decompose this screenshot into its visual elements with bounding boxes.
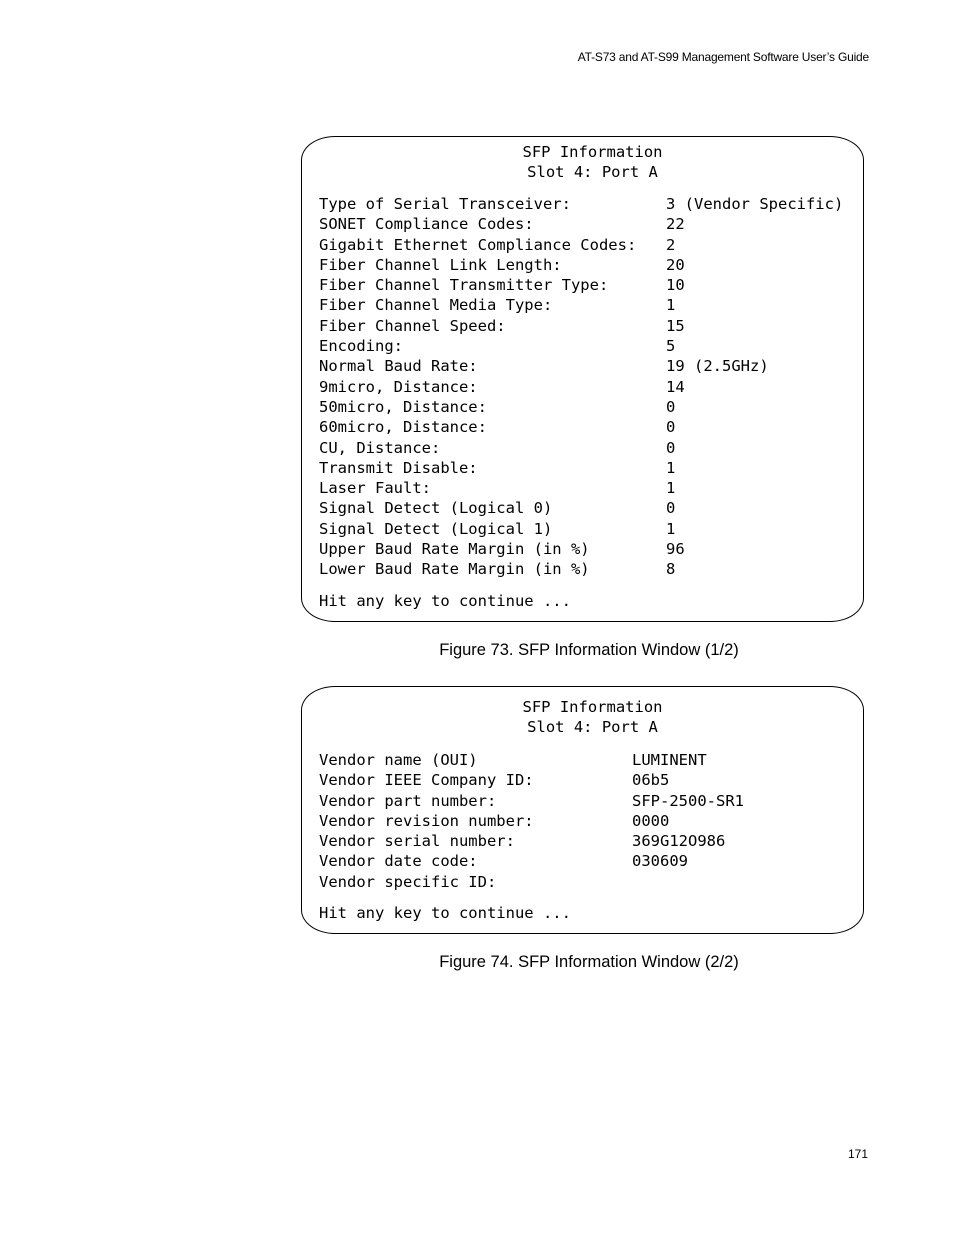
field-row [319, 336, 863, 356]
field-value: 2 [666, 235, 676, 254]
field-row [319, 377, 863, 397]
window-title: SFP Information [522, 143, 663, 161]
field-row [319, 851, 863, 871]
field-value: 0 [666, 418, 676, 437]
field-label: Vendor specific ID: [319, 872, 497, 891]
sfp-information-window-1 [301, 136, 864, 622]
field-value: 030609 [632, 852, 688, 871]
field-value: 8 [666, 560, 676, 579]
field-value: 1 [666, 458, 676, 477]
field-label: Lower Baud Rate Margin (in %) [319, 560, 590, 579]
field-label: Type of Serial Transceiver: [319, 195, 571, 213]
field-label: Normal Baud Rate: [319, 357, 478, 376]
field-row [319, 750, 863, 770]
continue-prompt: Hit any key to continue ... [319, 592, 571, 610]
field-label: Signal Detect (Logical 1) [319, 519, 553, 538]
field-row [319, 255, 863, 275]
field-row [319, 316, 863, 336]
field-value: 22 [666, 215, 685, 234]
figure-caption: Figure 73. SFP Information Window (1/2) [439, 641, 739, 659]
field-value: 15 [666, 316, 685, 335]
field-row [319, 417, 863, 437]
window-subtitle: Slot 4: Port A [527, 163, 658, 182]
continue-prompt: Hit any key to continue ... [319, 904, 571, 922]
field-label: Upper Baud Rate Margin (in %) [319, 540, 590, 559]
field-row [319, 831, 863, 851]
field-row [319, 811, 863, 831]
field-list [319, 750, 863, 892]
field-label: Encoding: [319, 337, 403, 356]
field-label: Vendor name (OUI) [319, 751, 478, 769]
field-row [319, 214, 863, 234]
field-label: 9micro, Distance: [319, 377, 478, 396]
page-number: 171 [847, 1147, 868, 1161]
field-value: 3 (Vendor Specific) [666, 195, 844, 213]
field-label: 60micro, Distance: [319, 418, 487, 437]
field-row [319, 539, 863, 559]
field-label: Fiber Channel Media Type: [319, 296, 553, 315]
field-label: Vendor revision number: [319, 811, 534, 830]
field-row [319, 438, 863, 458]
field-value: 96 [666, 540, 685, 559]
window-header [312, 142, 873, 183]
field-value: 369G12O986 [632, 832, 726, 851]
field-value: 1 [666, 296, 676, 315]
field-row [319, 791, 863, 811]
field-value: LUMINENT [632, 751, 707, 769]
field-label: Fiber Channel Speed: [319, 316, 506, 335]
field-value: 20 [666, 255, 685, 274]
field-row [319, 295, 863, 315]
field-row [319, 559, 863, 579]
field-row [319, 275, 863, 295]
field-label: Fiber Channel Link Length: [319, 255, 562, 274]
sfp-information-window-2 [301, 686, 864, 934]
field-label: Vendor IEEE Company ID: [319, 771, 534, 790]
field-label: Transmit Disable: [319, 458, 478, 477]
field-value: 0 [666, 438, 676, 457]
field-label: Gigabit Ethernet Compliance Codes: [319, 235, 637, 254]
field-row [319, 458, 863, 478]
field-value: 0 [666, 397, 676, 416]
field-row [319, 498, 863, 518]
field-value: 10 [666, 276, 685, 295]
field-label: Vendor part number: [319, 791, 497, 810]
field-label: Vendor serial number: [319, 832, 515, 851]
field-row [319, 770, 863, 790]
field-label: CU, Distance: [319, 438, 441, 457]
field-row [319, 397, 863, 417]
window-title: SFP Information [522, 698, 663, 716]
field-value: 0 [666, 499, 676, 518]
field-label: SONET Compliance Codes: [319, 215, 534, 234]
window-subtitle: Slot 4: Port A [527, 718, 658, 737]
field-row [319, 519, 863, 539]
running-header: AT-S73 and AT-S99 Management Software User’s Guide [577, 50, 869, 64]
figure-caption: Figure 74. SFP Information Window (2/2) [439, 953, 739, 971]
field-label: Vendor date code: [319, 852, 478, 871]
field-label: Fiber Channel Transmitter Type: [319, 276, 609, 295]
field-value: SFP-2500-SR1 [632, 791, 744, 810]
window-header [312, 697, 873, 738]
field-value: 1 [666, 479, 676, 498]
field-label: 50micro, Distance: [319, 397, 487, 416]
field-row [319, 478, 863, 498]
field-label: Signal Detect (Logical 0) [319, 499, 553, 518]
field-value: 06b5 [632, 771, 670, 790]
field-value: 5 [666, 337, 676, 356]
field-value: 14 [666, 377, 685, 396]
field-value: 1 [666, 519, 676, 538]
field-row [319, 235, 863, 255]
field-row [319, 194, 863, 214]
field-value: 0000 [632, 811, 670, 830]
field-row [319, 356, 863, 376]
field-label: Laser Fault: [319, 479, 431, 498]
field-list [319, 194, 863, 580]
field-value: 19 (2.5GHz) [666, 357, 769, 376]
field-row [319, 872, 863, 892]
